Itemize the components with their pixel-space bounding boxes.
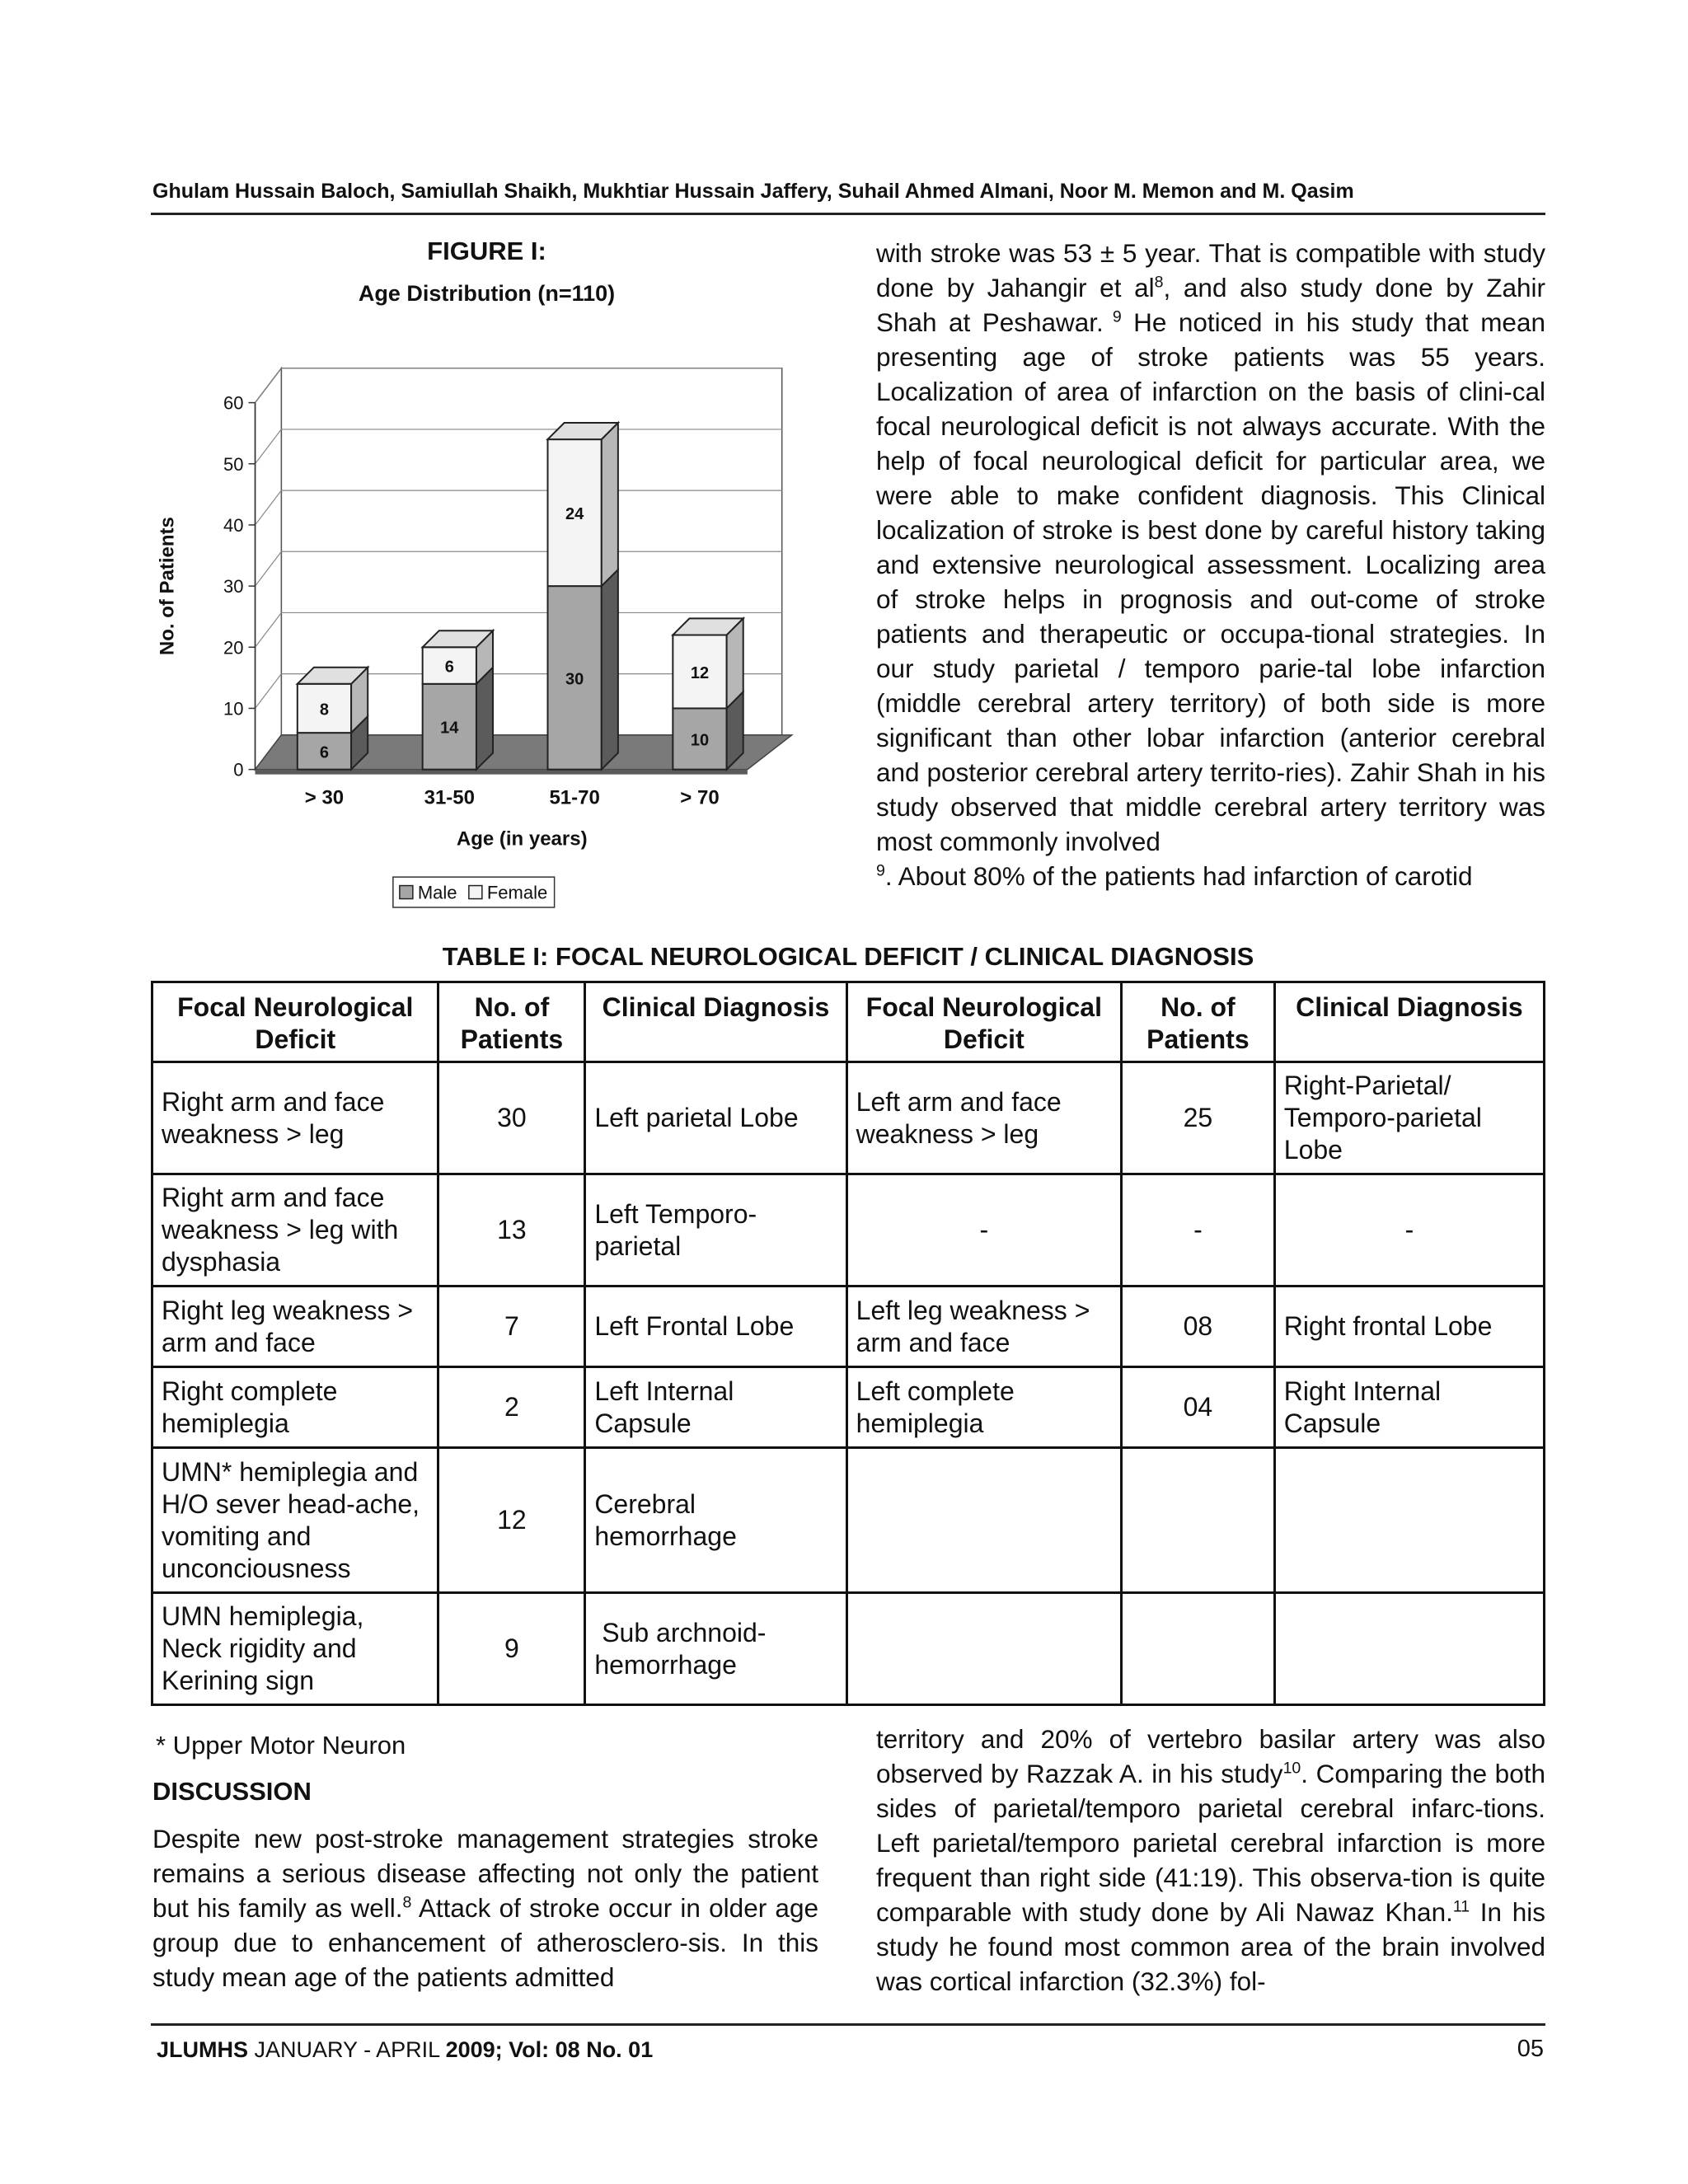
chart-bar-side bbox=[602, 423, 618, 586]
chart-legend-label: Male bbox=[417, 882, 457, 903]
table-cell: 08 bbox=[1122, 1286, 1275, 1367]
author-line: Ghulam Hussain Baloch, Samiullah Shaikh, Mukhtiar Hussain Jaffery, Suhail Ahmed Almani, Noor M. Memon and M. Qasim bbox=[152, 180, 1354, 203]
chart-data-label: 6 bbox=[319, 743, 330, 762]
header-cell: Focal Neurological Deficit bbox=[846, 982, 1121, 1062]
table-cell: 9 bbox=[438, 1593, 585, 1705]
table-cell: Right frontal Lobe bbox=[1274, 1286, 1544, 1367]
table-row bbox=[152, 1593, 1545, 1705]
chart-data-label: 14 bbox=[440, 719, 459, 738]
table-cell: 13 bbox=[438, 1174, 585, 1286]
discussion-text: Despite new post-stroke management strategies stroke remains a serious disease affecting not only the patient but his family as well.$^8$ Attack of stroke occur in older age group due to enhancement of atherosclero-sis. In this study mean age of the patients admitted bbox=[152, 1824, 818, 1992]
table-cell: 30 bbox=[438, 1062, 585, 1174]
table-cell: Right arm and face weakness > leg bbox=[152, 1062, 438, 1174]
table-cell: Sub archnoid-hemorrhage bbox=[585, 1593, 846, 1705]
table-cell: - bbox=[1122, 1174, 1275, 1286]
chart-x-tick-label: 31-50 bbox=[424, 786, 476, 809]
table-cell: Left Frontal Lobe bbox=[585, 1286, 846, 1367]
table-cell: 7 bbox=[438, 1286, 585, 1367]
age-distribution-chart bbox=[151, 321, 823, 931]
table-cell: 12 bbox=[438, 1448, 585, 1593]
table-footnote: * Upper Motor Neuron bbox=[156, 1731, 406, 1760]
table-cell: UMN* hemiplegia and H/O sever head-ache, vomiting and unconciousness bbox=[152, 1448, 438, 1593]
chart-legend-swatch bbox=[400, 886, 413, 899]
table-header-row bbox=[152, 982, 1545, 1062]
chart-y-tick-label: 30 bbox=[223, 576, 244, 598]
table-cell: Right complete hemiplegia bbox=[152, 1367, 438, 1448]
discussion-heading: DISCUSSION bbox=[152, 1777, 312, 1806]
chart-x-tick-label: 51-70 bbox=[549, 786, 600, 809]
chart-y-axis-label: No. of Patients bbox=[156, 517, 179, 656]
table-title: TABLE I: FOCAL NEUROLOGICAL DEFICIT / CLINICAL DIAGNOSIS bbox=[442, 942, 1254, 971]
table-cell: Cerebral hemorrhage bbox=[585, 1448, 846, 1593]
table-cell: Left arm and face weakness > leg bbox=[846, 1062, 1121, 1174]
table-cell bbox=[1122, 1593, 1275, 1705]
header-cell: Clinical Diagnosis bbox=[585, 982, 846, 1062]
table-cell: Right arm and face weakness > leg with dysphasia bbox=[152, 1174, 438, 1286]
chart-x-tick-label: > 70 bbox=[680, 786, 720, 809]
chart-y-tick-label: 20 bbox=[223, 637, 244, 658]
chart-y-tick-label: 50 bbox=[223, 453, 244, 475]
journal-citation: JLUMHS JANUARY - APRIL 2009; Vol: 08 No. 01 bbox=[157, 2037, 654, 2062]
table-cell: Left Temporo-parietal bbox=[585, 1174, 846, 1286]
table-cell: Left Internal Capsule bbox=[585, 1367, 846, 1448]
table-row bbox=[152, 1286, 1545, 1367]
table-row bbox=[152, 1062, 1545, 1174]
chart-legend bbox=[393, 877, 555, 907]
table-cell bbox=[1122, 1448, 1275, 1593]
chart-y-tick-label: 10 bbox=[223, 698, 244, 719]
table-cell bbox=[1274, 1593, 1544, 1705]
footer-rule bbox=[151, 2023, 1545, 2026]
chart-x-axis-label: Age (in years) bbox=[456, 827, 588, 851]
table-row bbox=[152, 1174, 1545, 1286]
table-cell: 2 bbox=[438, 1367, 585, 1448]
body-text-right-bottom: territory and 20% of vertebro basilar artery was also observed by Razzak A. in his study$^{10}$. Comparing the both sides of parietal/temporo parietal cerebral infarc-tions. Left parietal/temporo parietal cerebral infarction is more frequent than right side (41:19). This observa-tion is quite comparable with study done by Ali Nawaz Khan.$^{11}$ In his study he found most common area of the brain involved was cortical infarction (32.3%) fol- bbox=[876, 1724, 1545, 1996]
header-cell: Focal Neurological Deficit bbox=[152, 982, 438, 1062]
table-cell bbox=[1274, 1448, 1544, 1593]
header-cell: Clinical Diagnosis bbox=[1274, 982, 1544, 1062]
header-cell: No. of Patients bbox=[1122, 982, 1275, 1062]
chart-data-label: 12 bbox=[690, 663, 710, 682]
table-row bbox=[152, 1367, 1545, 1448]
chart-y-tick-label: 40 bbox=[223, 514, 244, 536]
table-cell: 04 bbox=[1122, 1367, 1275, 1448]
chart-legend-swatch bbox=[469, 886, 482, 899]
chart-data-label: 6 bbox=[444, 658, 454, 677]
header-rule bbox=[151, 213, 1545, 215]
table-cell: Right leg weakness > arm and face bbox=[152, 1286, 438, 1367]
chart-y-tick-label: 0 bbox=[233, 759, 244, 780]
table-cell: 25 bbox=[1122, 1062, 1275, 1174]
chart-bar-side bbox=[476, 668, 493, 770]
table-cell: Right Internal Capsule bbox=[1274, 1367, 1544, 1448]
table-cell bbox=[846, 1448, 1121, 1593]
figure-label: FIGURE I: bbox=[427, 237, 546, 265]
table-cell bbox=[846, 1593, 1121, 1705]
body-text-right-top: with stroke was 53 ± 5 year. That is compatible with study done by Jahangir et $al^8$, and also study done by Zahir Shah at Peshawar. $^9$ He noticed in his study that mean presenting age of stroke patients was 55 years. Localization of area of infarction on the basis of clini-cal focal neurological deficit is not always accurate. With the help of focal neurological deficit for particular area, we were able to make confident diagnosis. This Clinical localization of stroke is best done by careful history taking and extensive neurological assessment. Localizing area of stroke helps in prognosis and out-come of stroke patients and therapeutic or occupa-tional strategies. In our study parietal / temporo parie-tal lobe infarction (middle cerebral artery territory) of both side is more significant than other lobar infarction (anterior cerebral and posterior cerebral artery territo-ries). Zahir Shah in his study observed that middle cerebral artery territory was most commonly involved $^9$. About 80% of the patients had infarction of carotid bbox=[876, 238, 1545, 891]
table-cell: - bbox=[1274, 1174, 1544, 1286]
clinical-diagnosis-table bbox=[151, 981, 1545, 1706]
table-cell: Right-Parietal/ Temporo-parietal Lobe bbox=[1274, 1062, 1544, 1174]
chart-legend-label: Female bbox=[486, 882, 548, 903]
table-cell: - bbox=[846, 1174, 1121, 1286]
chart-data-label: 24 bbox=[565, 505, 584, 524]
table-row bbox=[152, 1448, 1545, 1593]
chart-x-tick-label: > 30 bbox=[304, 786, 345, 809]
chart-data-label: 30 bbox=[565, 670, 584, 689]
header-cell: No. of Patients bbox=[438, 982, 585, 1062]
table-cell: Left complete hemiplegia bbox=[846, 1367, 1121, 1448]
chart-bar-side bbox=[602, 569, 618, 770]
page-number: 05 bbox=[1517, 2036, 1544, 2062]
chart-y-tick-label: 60 bbox=[223, 392, 244, 414]
table-cell: Left leg weakness > arm and face bbox=[846, 1286, 1121, 1367]
chart-data-label: 10 bbox=[690, 731, 710, 750]
figure-title: Age Distribution (n=110) bbox=[358, 281, 616, 306]
chart-data-label: 8 bbox=[319, 701, 330, 719]
table-cell: Left parietal Lobe bbox=[585, 1062, 846, 1174]
table-cell: UMN hemiplegia, Neck rigidity and Kerining sign bbox=[152, 1593, 438, 1705]
